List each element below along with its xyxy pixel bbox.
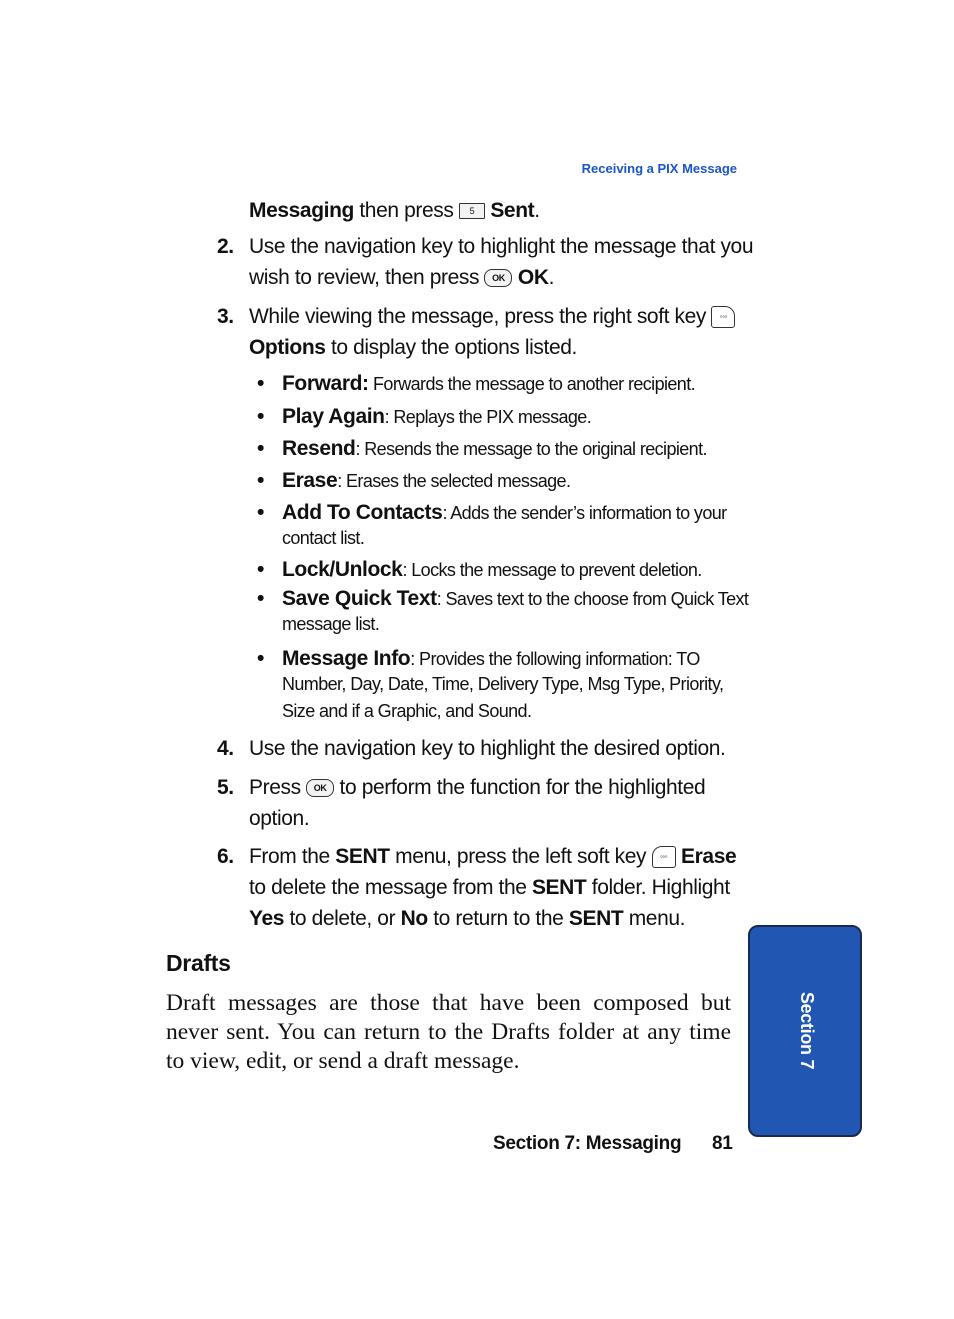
five-key-icon: 5 (459, 203, 485, 219)
step-number: 5. (217, 776, 234, 799)
step-number: 6. (217, 845, 234, 868)
step-number: 3. (217, 305, 234, 328)
options-list (257, 368, 748, 729)
step-3: 3. While viewing the message, press the right soft key ◦◦◦ Options to display the options listed. (217, 301, 735, 363)
ok-key-icon: OK (484, 269, 512, 287)
section-tab-label: Section 7 (797, 991, 818, 1069)
list-item: • Erase: Erases the selected message. (257, 469, 571, 492)
step-6: 6. From the SENT menu, press the left soft key ◦◦◦ Erase to delete the message from the SENT folder. Highlight Yes to delete, or No to return to the SENT menu. (217, 841, 736, 934)
ok-key-icon: OK (306, 779, 334, 797)
footer-section: Section 7: Messaging (493, 1133, 682, 1154)
list-item: • Lock/Unlock: Locks the message to prevent deletion. (257, 558, 702, 581)
list-item: • Message Info: Provides the following information: TO Number, Day, Date, Time, Delivery Type, Msg Type, Priority, Size and if a Graphic, and Sound. (257, 647, 724, 721)
step-1-continuation: Messaging then press 5 Sent. (249, 199, 540, 222)
step-number: 2. (217, 235, 234, 258)
section-tab (748, 925, 862, 1137)
step-4: 4. Use the navigation key to highlight the desired option. (217, 733, 726, 764)
left-soft-key-icon: ◦◦◦ (652, 846, 676, 868)
list-item: • Add To Contacts: Adds the sender’s information to your contact list. (257, 501, 727, 548)
right-soft-key-icon: ◦◦◦ (711, 306, 735, 328)
step-number: 4. (217, 737, 234, 760)
step-2: 2. Use the navigation key to highlight the message that you wish to review, then press OK OK. (217, 231, 753, 293)
running-header: Receiving a PIX Message (581, 161, 737, 176)
list-item: • Save Quick Text: Saves text to the choose from Quick Text message list. (257, 587, 749, 634)
page-number: 81 (712, 1133, 733, 1154)
step-5: 5. Press OK to perform the function for the highlighted option. (217, 772, 705, 834)
list-item: • Resend: Resends the message to the original recipient. (257, 437, 707, 460)
drafts-paragraph: Draft messages are those that have been composed but never sent. You can return to the Drafts folder at any time to view, edit, or send a draft message. (166, 990, 731, 1074)
drafts-heading: Drafts (166, 950, 231, 976)
list-item: • Forward: Forwards the message to another recipient. (257, 372, 696, 395)
list-item: • Play Again: Replays the PIX message. (257, 405, 592, 428)
